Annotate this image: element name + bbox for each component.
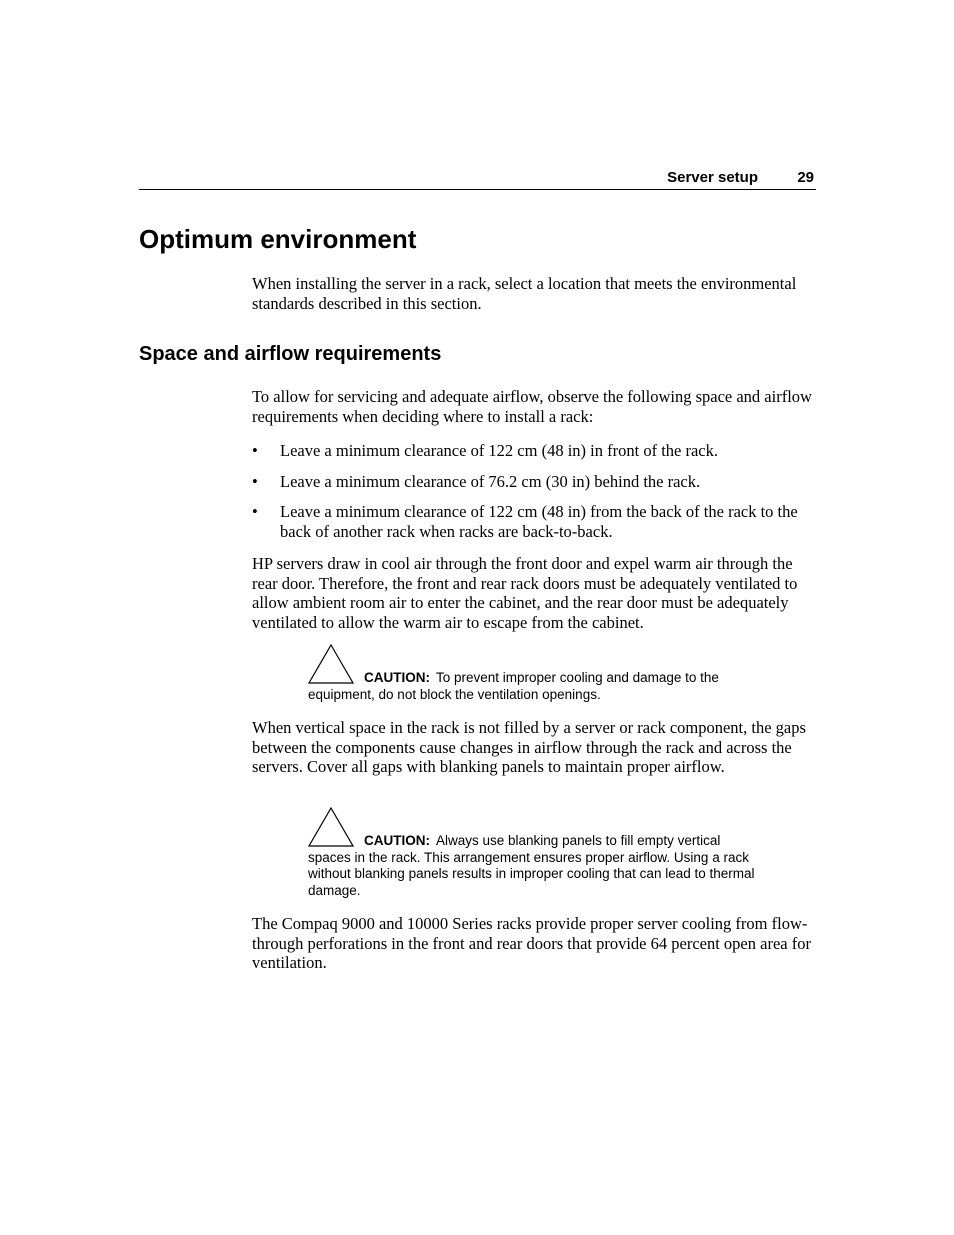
caution-note [308,644,758,703]
caution-text: To prevent improper cooling and damage to the equipment, do not block the ventilation openings. [308,670,719,702]
caution-triangle-icon [308,644,354,684]
list-item-text: Leave a minimum clearance of 76.2 cm (30 in) behind the rack. [280,472,701,491]
airflow-paragraph: HP servers draw in cool air through the front door and expel warm air through the rear door. Therefore, the front and rear rack doors must be adequately ventilated to allow ambient room air to enter the cabinet, and the rear door must be adequately ventilated to allow the warm air to escape from the cabinet. [252,554,798,632]
rack-series-paragraph: The Compaq 9000 and 10000 Series racks provide proper server cooling from flow-through perforations in the front and rear doors that provide 64 percent open area for ventilation. [252,914,811,972]
bullet-icon: • [252,441,258,460]
caution-note [308,807,758,899]
caution-text: Always use blanking panels to fill empty vertical spaces in the rack. This arrangement ensures proper airflow. Using a rack without blanking panels results in improper cooling that can lead to thermal damage. [308,833,755,898]
header-section-title: Server setup [667,169,758,186]
page-header [139,168,816,190]
caution-triangle-icon [308,807,354,847]
list-item-text: Leave a minimum clearance of 122 cm (48 in) from the back of the rack to the back of another rack when racks are back-to-back. [280,502,798,541]
intro-paragraph: When installing the server in a rack, select a location that meets the environmental standards described in this section. [252,274,797,313]
requirements-intro-paragraph: To allow for servicing and adequate airflow, observe the following space and airflow requirements when deciding where to install a rack: [252,387,812,426]
header-page-number: 29 [797,169,814,186]
blanking-panels-paragraph: When vertical space in the rack is not filled by a server or rack component, the gaps between the components cause changes in airflow through the rack and across the servers. Cover all gaps with blanking panels to maintain proper airflow. [252,718,806,776]
caution-label: CAUTION: [364,833,430,848]
page-title: Optimum environment [139,224,417,254]
bullet-icon: • [252,472,258,491]
caution-label: CAUTION: [364,670,430,685]
bullet-icon: • [252,502,258,521]
section-heading: Space and airflow requirements [139,343,442,365]
list-item-text: Leave a minimum clearance of 122 cm (48 in) in front of the rack. [280,441,718,460]
